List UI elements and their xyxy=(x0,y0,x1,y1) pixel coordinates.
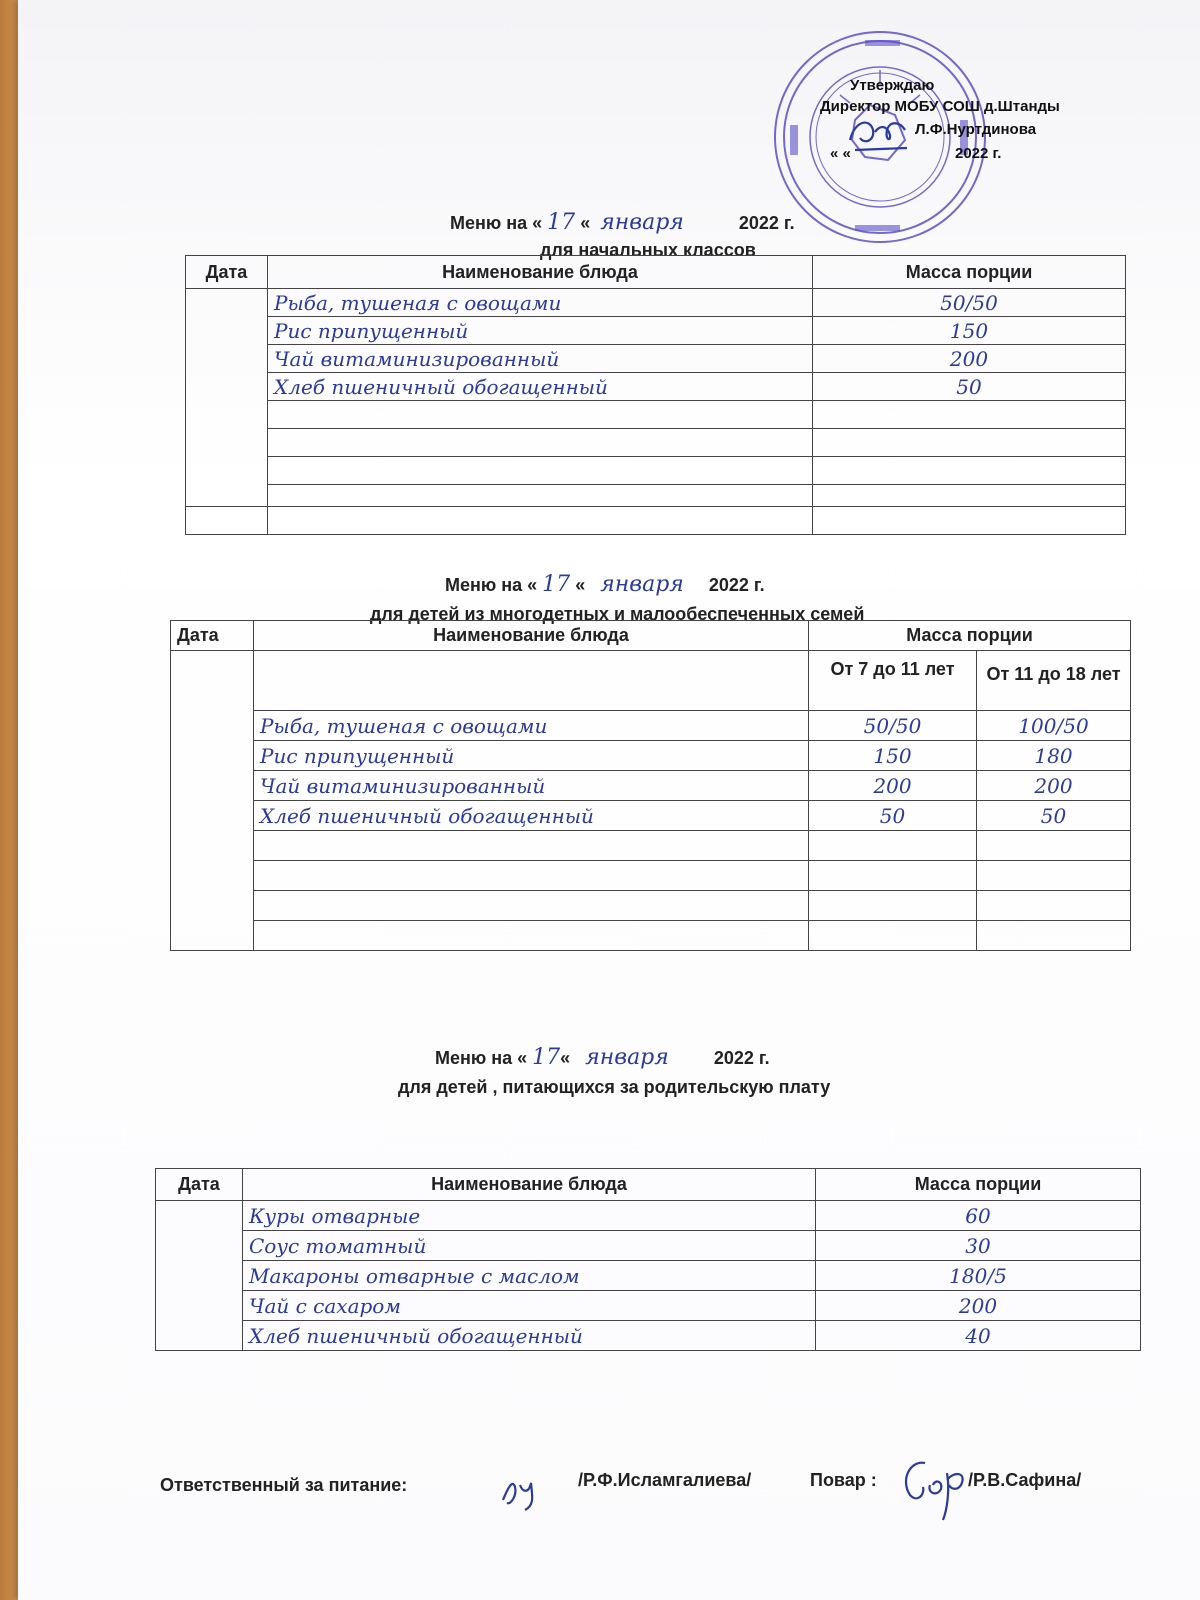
menu2-col-age1: От 7 до 11 лет xyxy=(809,651,977,711)
menu1-mass: 50 xyxy=(813,373,1126,401)
table-row xyxy=(156,1291,1141,1321)
menu2-col-age2: От 11 до 18 лет xyxy=(977,651,1131,711)
menu3-dish: Хлеб пшеничный обогащенный xyxy=(243,1321,816,1351)
responsible-label: Ответственный за питание: xyxy=(160,1475,408,1495)
menu2-mass-age1: 150 xyxy=(809,741,977,771)
menu3-year: 2022 г. xyxy=(713,1048,770,1068)
table-row xyxy=(186,401,1126,429)
table-row xyxy=(171,801,1131,831)
menu2-mass-age2: 180 xyxy=(977,741,1131,771)
menu1-day: 17 xyxy=(547,210,576,235)
menu2-col-date: Дата xyxy=(171,621,254,651)
menu1-year: 2022 г. xyxy=(738,213,795,233)
menu2-dish: Чай витаминизированный xyxy=(254,771,809,801)
menu3-col-mass: Масса порции xyxy=(816,1169,1141,1201)
table-row xyxy=(156,1201,1141,1231)
table-row xyxy=(171,831,1131,861)
menu2-date-cell xyxy=(171,651,254,951)
menu3-title: Меню на « 17« января 2022 г. xyxy=(435,1045,770,1070)
menu1-subtitle: для начальных классов xyxy=(540,240,756,260)
approval-director: Директор МОБУ СОШ д.Штанды xyxy=(820,98,1060,115)
menu3-date-cell xyxy=(156,1201,243,1351)
menu3-dish: Куры отварные xyxy=(243,1201,816,1231)
cook-signature xyxy=(895,1445,975,1525)
menu2-month: января xyxy=(600,572,684,597)
menu2-subtitle: для детей из многодетных и малообеспеченных семей xyxy=(370,604,865,624)
table-row xyxy=(171,891,1131,921)
menu2-title: Меню на « 17 « января 2022 г. xyxy=(445,572,765,597)
menu3-col-dish: Наименование блюда xyxy=(243,1169,816,1201)
menu1-mass: 200 xyxy=(813,345,1126,373)
menu2-mass-age1: 50 xyxy=(809,801,977,831)
director-signature xyxy=(845,110,915,160)
menu2-dish: Хлеб пшеничный обогащенный xyxy=(254,801,809,831)
menu3-mass: 40 xyxy=(816,1321,1141,1351)
table-row xyxy=(171,741,1131,771)
menu2-day: 17 xyxy=(542,572,571,597)
menu2-col-mass: Масса порции xyxy=(809,621,1131,651)
cook-label: Повар : xyxy=(810,1470,877,1490)
table-row xyxy=(156,1231,1141,1261)
table-row xyxy=(156,1321,1141,1351)
menu2-table xyxy=(170,620,1131,951)
menu1-month: января xyxy=(600,210,684,235)
table-row xyxy=(171,921,1131,951)
menu2-mass-age1: 200 xyxy=(809,771,977,801)
menu1-date-cell xyxy=(186,289,268,507)
approval-date-quotes: « « xyxy=(830,145,851,162)
responsible-signature xyxy=(495,1455,555,1515)
menu3-dish: Макароны отварные с маслом xyxy=(243,1261,816,1291)
table-row xyxy=(186,429,1126,457)
table-row xyxy=(171,711,1131,741)
table-row xyxy=(186,457,1126,485)
menu1-dish: Рис припущенный xyxy=(268,317,813,345)
approval-year: 2022 г. xyxy=(955,145,1002,162)
menu1-mass: 150 xyxy=(813,317,1126,345)
menu2-year: 2022 г. xyxy=(708,575,765,595)
menu3-mass: 30 xyxy=(816,1231,1141,1261)
menu1-table xyxy=(185,255,1126,535)
menu3-dish: Соус томатный xyxy=(243,1231,816,1261)
menu1-mass: 50/50 xyxy=(813,289,1126,317)
table-row xyxy=(186,345,1126,373)
table-row xyxy=(171,771,1131,801)
menu1-dish: Хлеб пшеничный обогащенный xyxy=(268,373,813,401)
menu1-dish: Чай витаминизированный xyxy=(268,345,813,373)
cook-name: /Р.В.Сафина/ xyxy=(968,1470,1082,1490)
table-row xyxy=(186,289,1126,317)
menu1-col-dish: Наименование блюда xyxy=(268,256,813,289)
menu3-dish: Чай с сахаром xyxy=(243,1291,816,1321)
table-row xyxy=(186,373,1126,401)
menu2-dish: Рыба, тушеная с овощами xyxy=(254,711,809,741)
approval-title: Утверждаю xyxy=(850,77,935,94)
table-row xyxy=(186,317,1126,345)
menu1-title: Меню на « 17 « января 2022 г. xyxy=(450,210,795,235)
table-row xyxy=(186,507,1126,535)
table-row xyxy=(171,861,1131,891)
menu1-col-date: Дата xyxy=(186,256,268,289)
menu2-mass-age2: 100/50 xyxy=(977,711,1131,741)
table-row xyxy=(186,485,1126,507)
menu2-dish: Рис припущенный xyxy=(254,741,809,771)
menu3-subtitle: для детей , питающихся за родительскую плату xyxy=(398,1077,831,1097)
menu2-mass-age1: 50/50 xyxy=(809,711,977,741)
menu3-mass: 200 xyxy=(816,1291,1141,1321)
menu1-dish: Рыба, тушеная с овощами xyxy=(268,289,813,317)
menu3-mass: 180/5 xyxy=(816,1261,1141,1291)
menu3-table xyxy=(155,1168,1141,1351)
menu3-month: января xyxy=(585,1045,669,1070)
table-row xyxy=(156,1261,1141,1291)
menu3-day: 17 xyxy=(532,1045,561,1070)
menu2-mass-age2: 50 xyxy=(977,801,1131,831)
menu1-col-mass: Масса порции xyxy=(813,256,1126,289)
menu3-col-date: Дата xyxy=(156,1169,243,1201)
approval-name: Л.Ф.Нуртдинова xyxy=(915,121,1037,138)
menu2-mass-age2: 200 xyxy=(977,771,1131,801)
responsible-name: /Р.Ф.Исламгалиева/ xyxy=(578,1470,752,1490)
menu3-mass: 60 xyxy=(816,1201,1141,1231)
menu2-col-dish: Наименование блюда xyxy=(254,621,809,651)
